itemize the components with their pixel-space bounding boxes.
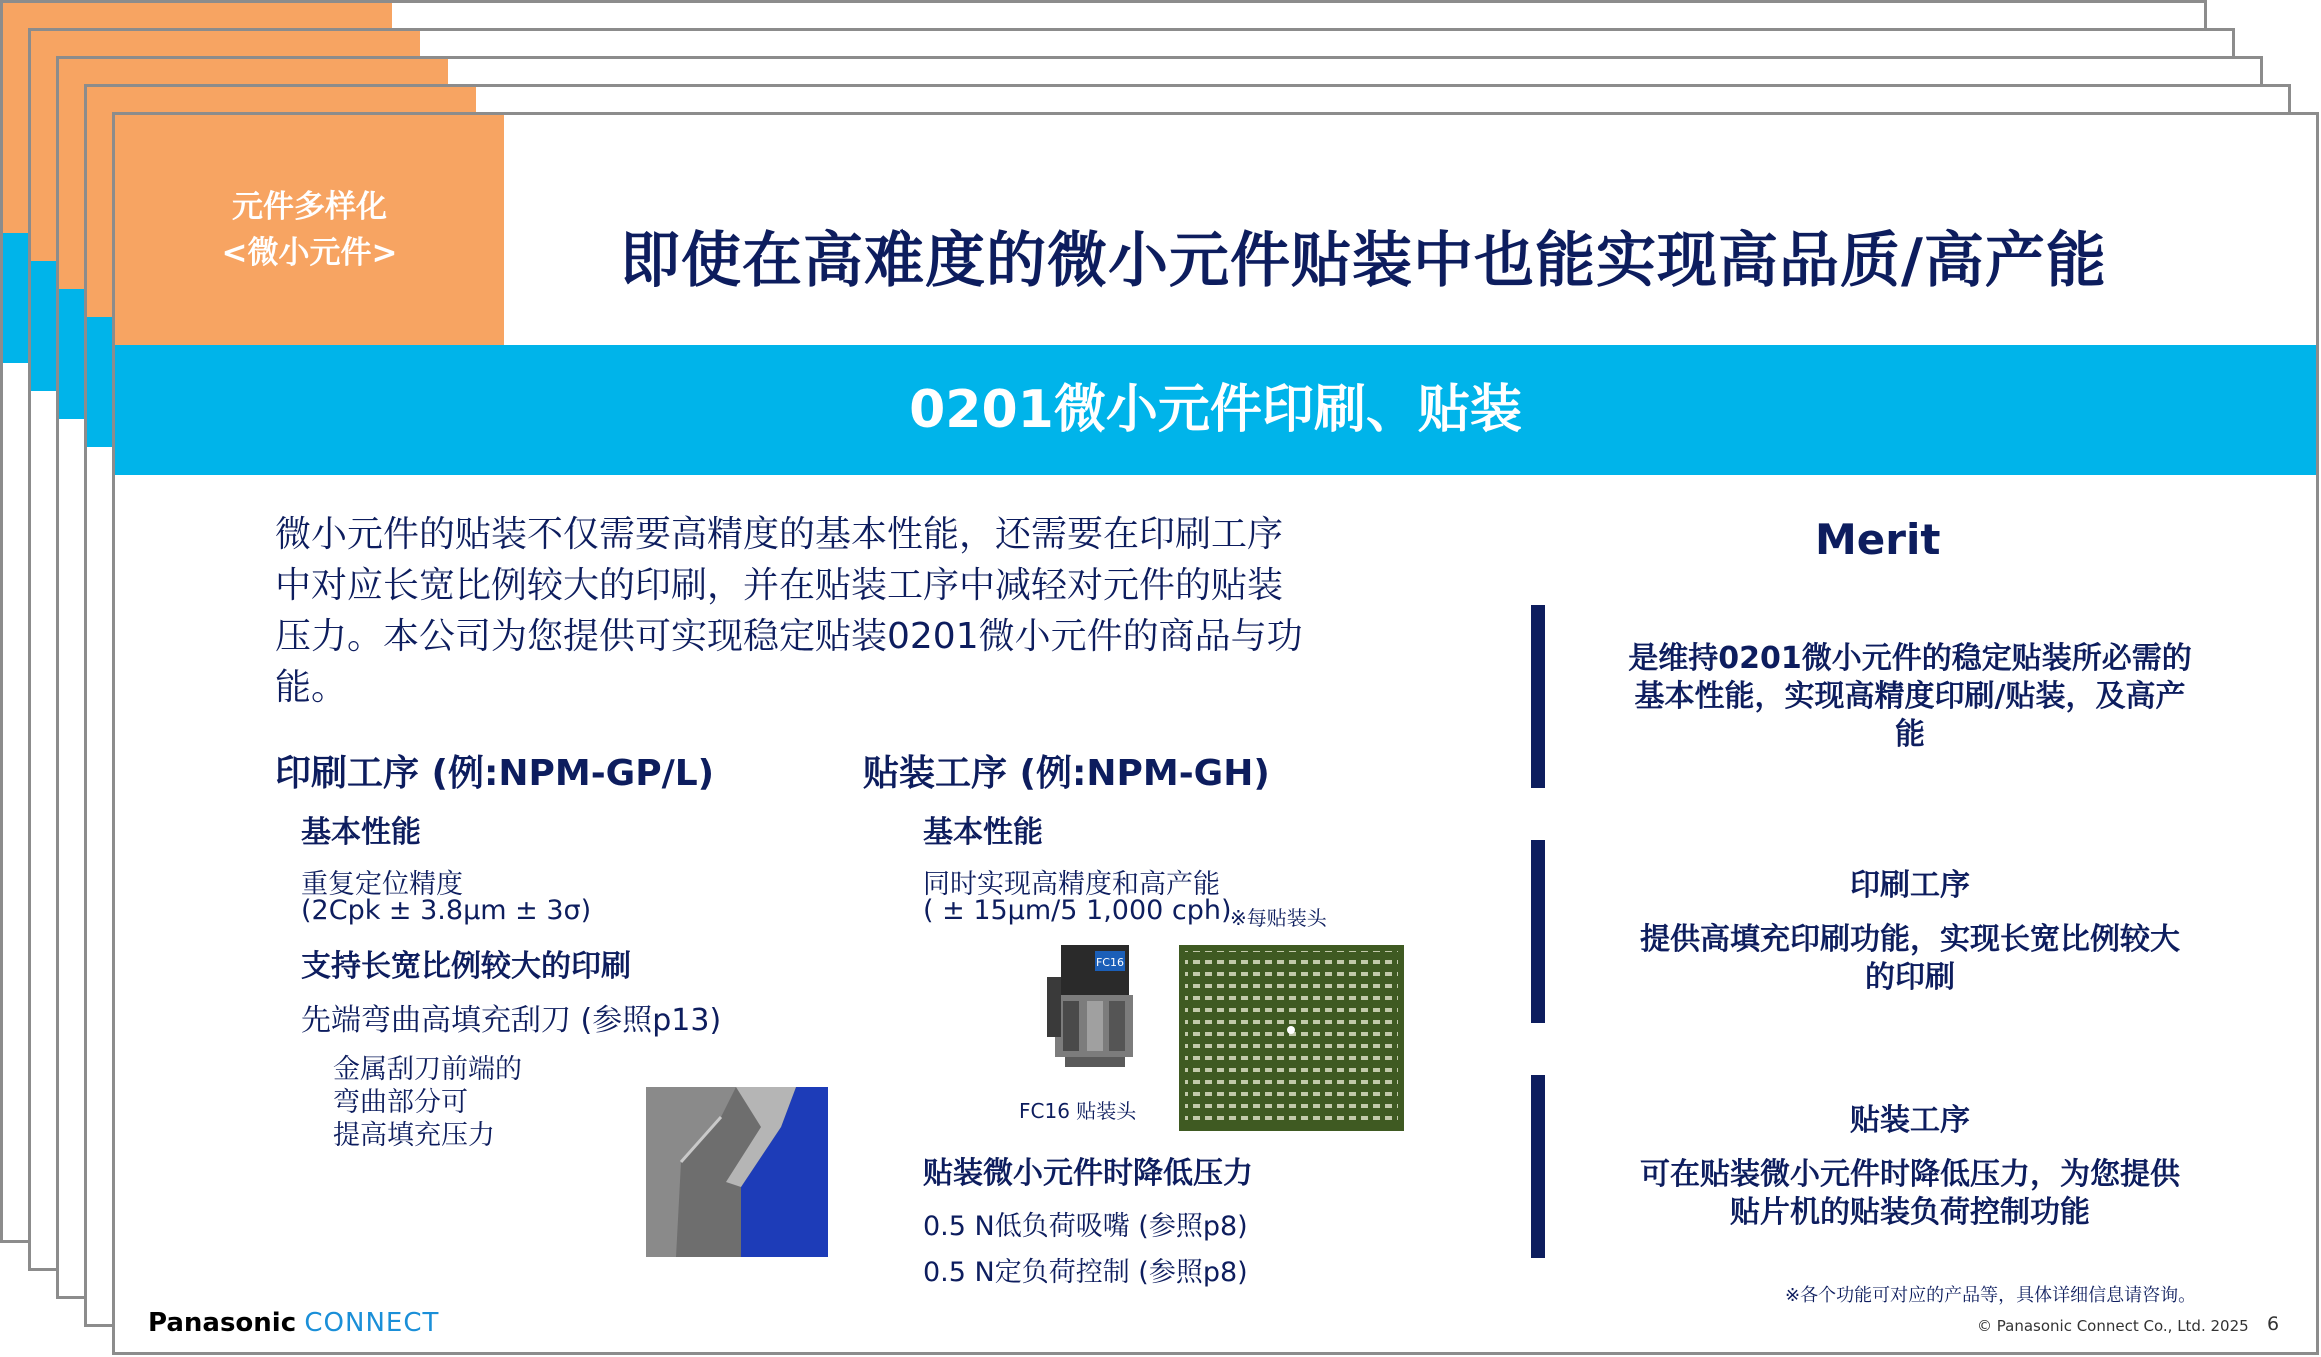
printing-aspect-heading: 支持长宽比例较大的印刷 <box>301 949 631 984</box>
brand-logo-connect: CONNECT <box>304 1308 440 1338</box>
constant-load-item: 0.5 N定负荷控制 (参照p8) <box>923 1257 1248 1288</box>
pcb-photo <box>1179 945 1404 1131</box>
merit-block3-line: 贴片机的贴装负荷控制功能 <box>1730 1195 2090 1230</box>
printing-basic-line2: (2Cpk ± 3.8μm ± 3σ) <box>301 895 592 926</box>
brand-logo-panasonic: Panasonic <box>148 1308 297 1338</box>
placement-head-caption: FC16 贴装头 <box>1019 1099 1137 1123</box>
merit-block-mounting <box>1585 1102 2235 1232</box>
placement-head-label: FC16 <box>1095 956 1125 969</box>
merit-block3-line: 可在贴装微小元件时降低压力，为您提供 <box>1640 1157 2180 1192</box>
squeegee-desc-line2: 弯曲部分可 <box>333 1087 468 1118</box>
brand-logo <box>148 1308 439 1338</box>
per-head-note: ※每贴装头 <box>1230 906 1327 930</box>
page-number: 6 <box>2267 1313 2280 1335</box>
merit-title: Merit <box>1815 515 1941 564</box>
squeegee-desc-line1: 金属刮刀前端的 <box>333 1054 522 1085</box>
merit-block3-title: 贴装工序 <box>1850 1103 1970 1138</box>
merit-divider <box>1531 1075 1545 1258</box>
mounting-basic-line1: 同时实现高精度和高产能 <box>923 869 1220 900</box>
merit-block1-line: 基本性能，实现高精度印刷/贴装，及高产 <box>1634 679 2186 714</box>
squeegee-photo <box>646 1087 828 1257</box>
mounting-basic-line2: ( ± 15μm/5 1,000 cph) <box>923 895 1232 926</box>
category-tag <box>115 115 504 345</box>
intro-line: 中对应长宽比例较大的印刷，并在贴装工序中减轻对元件的贴装 <box>275 565 1284 606</box>
merit-block1-line: 是维持0201微小元件的稳定贴装所必需的 <box>1628 641 2192 676</box>
intro-line: 微小元件的贴装不仅需要高精度的基本性能，还需要在印刷工序 <box>275 514 1284 555</box>
mounting-heading: 贴装工序 (例:NPM-GH) <box>863 753 1270 794</box>
printing-heading: 印刷工序 (例:NPM-GP/L) <box>275 753 715 794</box>
intro-line: 能。 <box>275 667 348 708</box>
low-load-nozzle-item: 0.5 N低负荷吸嘴 (参照p8) <box>923 1211 1248 1242</box>
footnote: ※各个功能可对应的产品等，具体详细信息请咨询。 <box>1785 1285 2197 1306</box>
copyright: © Panasonic Connect Co., Ltd. 2025 <box>1977 1317 2249 1335</box>
printing-basic-heading: 基本性能 <box>301 815 421 850</box>
merit-block-basic <box>1585 640 2235 754</box>
merit-divider <box>1531 605 1545 788</box>
mounting-basic-heading: 基本性能 <box>923 815 1043 850</box>
pressure-heading: 贴装微小元件时降低压力 <box>923 1156 1253 1191</box>
merit-block2-line: 提供高填充印刷功能，实现长宽比例较大 <box>1640 922 2180 957</box>
placement-head-photo <box>1033 937 1143 1072</box>
merit-block2-title: 印刷工序 <box>1850 868 1970 903</box>
squeegee-desc-line3: 提高填充压力 <box>333 1120 495 1151</box>
page-title: 即使在高难度的微小元件贴装中也能实现高品质/高产能 <box>620 226 2107 296</box>
merit-divider <box>1531 840 1545 1023</box>
printing-basic-line1: 重复定位精度 <box>301 869 463 900</box>
intro-line: 压力。本公司为您提供可实现稳定贴装0201微小元件的商品与功 <box>275 616 1303 657</box>
category-tag-line1: 元件多样化 <box>232 189 387 225</box>
category-tag-line2: <微小元件> <box>221 235 398 271</box>
merit-block1-line: 能 <box>1895 717 1925 752</box>
intro-paragraph <box>275 509 1585 713</box>
section-banner: 0201微小元件印刷、贴装 <box>115 345 2316 475</box>
merit-block2-line: 的印刷 <box>1865 960 1955 995</box>
squeegee-label: 先端弯曲高填充刮刀 (参照p13) <box>301 1003 722 1038</box>
merit-block-printing <box>1585 867 2235 997</box>
slide <box>112 112 2319 1355</box>
